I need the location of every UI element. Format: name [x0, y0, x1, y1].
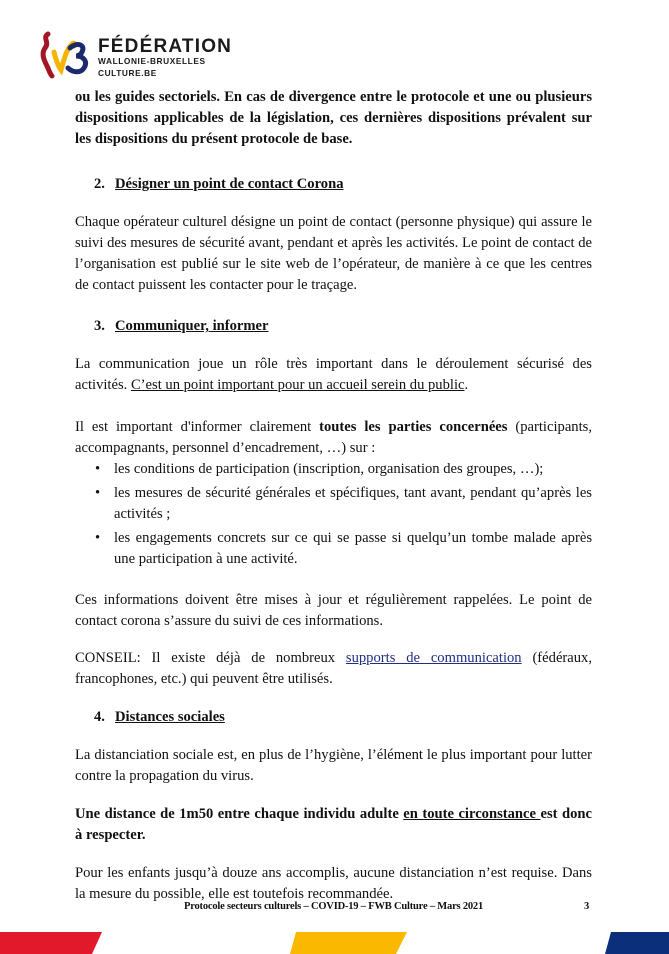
yellow-band [290, 932, 407, 954]
list-item-text: les conditions de participation (inscription, organisation des groupes, …); [114, 461, 544, 477]
list-item-text: les mesures de sécurité générales et spécifiques, tant avant, pendant qu’après les activités ; [114, 485, 592, 522]
text-run: CONSEIL: Il existe déjà de nombreux [75, 650, 346, 666]
underlined-text: en toute circonstance [403, 806, 541, 822]
bullet-list [75, 459, 592, 570]
section-2-number: 2. [94, 176, 105, 192]
section-2-heading [75, 174, 592, 195]
section-3-paragraph-3: Ces informations doivent être mises à jour et régulièrement rappelées. Le point de contact corona s’assure du suivi de ces informations. [75, 592, 592, 629]
bold-text: toutes les parties concernées [319, 419, 508, 435]
underlined-text: C’est un point important pour un accueil serein du public [130, 377, 465, 393]
intro-paragraph: ou les guides sectoriels. En cas de divergence entre le protocole et une ou plusieurs dispositions applicables de la législation, ces dernières dispositions prévalent sur les dispositions du présent protocole de base. [75, 89, 592, 147]
text-run: Une distance de 1m50 entre chaque individu adulte [75, 806, 404, 822]
section-4-paragraph-1: La distanciation sociale est, en plus de l’hygiène, l’élément le plus important pour lutter contre la propagation du virus. [75, 747, 592, 784]
section-2-title: Désigner un point de contact Corona [115, 176, 344, 192]
section-4-title: Distances sociales [115, 709, 225, 725]
list-item [75, 459, 592, 480]
bullet-icon: • [95, 461, 101, 477]
page-number: 3 [584, 901, 590, 912]
section-3-title: Communiquer, informer [115, 318, 269, 334]
section-4-paragraph-2 [75, 804, 592, 846]
wb-logo-icon [38, 30, 94, 80]
brand-site: CULTURE.BE [98, 68, 157, 78]
communication-supports-link[interactable]: supports de communication [345, 650, 522, 666]
text-run: est donc à respecter. [75, 806, 592, 843]
document-body [75, 87, 592, 905]
section-3-heading [75, 316, 592, 337]
section-2-paragraph: Chaque opérateur culturel désigne un point de contact (personne physique) qui assure le suivi des mesures de sécurité avant, pendant et après les activités. Le point de contact de l’organisation est publié sur le site web de l’opérateur, de manière à ce que les centres de contact puissent les contacter pour le traçage. [75, 214, 592, 293]
brand-subtitle: WALLONIE-BRUXELLES [98, 56, 206, 66]
section-3-paragraph-4 [75, 648, 592, 690]
text-run: (participants, accompagnants, personnel d’encadrement, …) sur : [75, 419, 592, 456]
section-4-paragraph-3: Pour les enfants jusqu’à douze ans accomplis, aucune distanciation n’est requise. Dans la mesure du possible, elle est toutefois recommandée. [75, 865, 592, 902]
section-4-number: 4. [94, 709, 105, 725]
text-run: Il est important d'informer clairement [75, 419, 320, 435]
brand-title: FÉDÉRATION [98, 36, 233, 57]
text-run: La communication joue un rôle très important dans le déroulement sécurisé des activités. [75, 356, 592, 393]
section-3-paragraph-1 [75, 354, 592, 396]
red-band [0, 932, 102, 954]
section-3-number: 3. [94, 318, 105, 334]
page-footer: Protocole secteurs culturels – COVID-19 – FWB Culture – Mars 2021 [184, 901, 484, 912]
bullet-icon: • [95, 530, 101, 546]
list-item [75, 483, 592, 525]
bullet-icon: • [95, 485, 101, 501]
list-item-text: les engagements concrets sur ce qui se passe si quelqu’un tombe malade après une participation à une activité. [114, 530, 592, 567]
text-run: (fédéraux, francophones, etc.) qui peuvent être utilisés. [75, 650, 592, 687]
list-item [75, 528, 592, 570]
section-3-paragraph-2 [75, 417, 592, 459]
blue-band [605, 932, 669, 954]
color-bands [0, 932, 669, 954]
text-run: . [464, 377, 469, 393]
section-4-heading [75, 707, 592, 728]
